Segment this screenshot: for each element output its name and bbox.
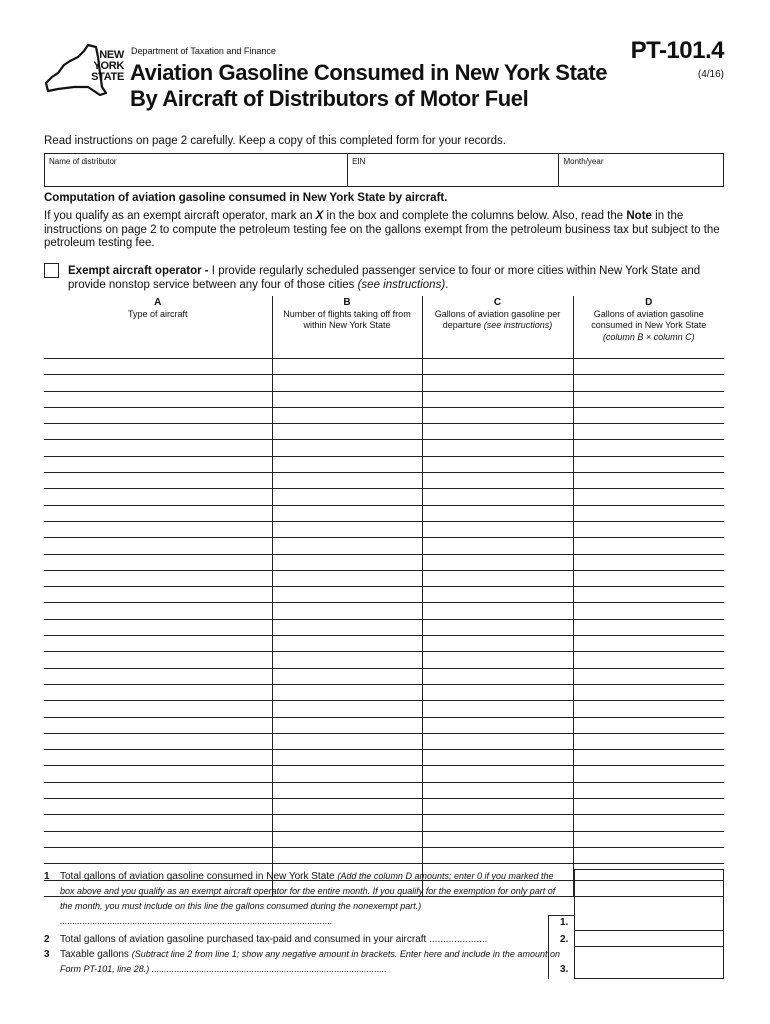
column-c-cell[interactable] bbox=[422, 717, 573, 733]
column-c-cell[interactable] bbox=[422, 619, 573, 635]
table-row bbox=[44, 375, 724, 391]
column-a-cell[interactable] bbox=[44, 570, 272, 586]
logo-wordmark: NEW YORK STATE bbox=[91, 49, 124, 83]
table-row bbox=[44, 587, 724, 603]
column-b-cell[interactable] bbox=[272, 554, 422, 570]
column-b-cell[interactable] bbox=[272, 359, 422, 375]
column-c-cell[interactable] bbox=[422, 473, 573, 489]
column-a-cell[interactable] bbox=[44, 587, 272, 603]
table-row bbox=[44, 782, 724, 798]
column-d-cell[interactable] bbox=[573, 375, 724, 391]
column-d-cell[interactable] bbox=[573, 684, 724, 700]
column-a-cell[interactable] bbox=[44, 636, 272, 652]
column-d-cell[interactable] bbox=[573, 766, 724, 782]
table-row bbox=[44, 424, 724, 440]
column-c-cell[interactable] bbox=[422, 424, 573, 440]
column-b-header: B Number of flights taking off from within New York State bbox=[272, 296, 422, 359]
column-b-cell[interactable] bbox=[272, 619, 422, 635]
column-a-cell[interactable] bbox=[44, 619, 272, 635]
totals-section: 1 Total gallons of aviation gasoline consumed in New York State (Add the column D amounts; enter 0 if you marked the box above and you qualify as an exempt aircraft operator for the entire month. If you qualify for the exemption for only part of the month, you must include on this line the gallons consumed during the nonexempt part.) ............................................................................................................. 1. 2 Total gallons of aviation gasoline purchased tax-paid and consumed in your aircraft ..................... 2. 3 Taxable gallons (Subtract line 2 from line 1; show any negative amount in brackets. Enter here and include in the amount on Form PT-101, line 28.) .............................................................................................. 3. bbox=[44, 869, 724, 979]
table-row bbox=[44, 391, 724, 407]
column-d-cell[interactable] bbox=[573, 733, 724, 749]
column-b-cell[interactable] bbox=[272, 473, 422, 489]
table-row bbox=[44, 847, 724, 863]
column-b-cell[interactable] bbox=[272, 733, 422, 749]
column-b-cell[interactable] bbox=[272, 717, 422, 733]
table-row bbox=[44, 473, 724, 489]
column-d-cell[interactable] bbox=[573, 701, 724, 717]
column-d-cell[interactable] bbox=[573, 619, 724, 635]
line-1-amount[interactable] bbox=[574, 869, 724, 931]
line-3-text: Taxable gallons (Subtract line 2 from line 1; show any negative amount in brackets. Enter here and include in the amount on Form PT-101, line 28.) .............................................................................................. bbox=[60, 949, 560, 974]
table-row bbox=[44, 717, 724, 733]
table-row bbox=[44, 359, 724, 375]
column-a-cell[interactable] bbox=[44, 505, 272, 521]
column-b-cell[interactable] bbox=[272, 636, 422, 652]
column-d-cell[interactable] bbox=[573, 391, 724, 407]
aircraft-table bbox=[44, 296, 724, 897]
column-d-cell[interactable] bbox=[573, 473, 724, 489]
table-row bbox=[44, 521, 724, 537]
column-c-cell[interactable] bbox=[422, 538, 573, 554]
column-a-header: A Type of aircraft bbox=[44, 296, 272, 359]
table-row bbox=[44, 407, 724, 423]
column-b-cell[interactable] bbox=[272, 603, 422, 619]
column-a-cell[interactable] bbox=[44, 831, 272, 847]
ein-field[interactable]: EIN bbox=[348, 154, 559, 186]
column-b-cell[interactable] bbox=[272, 831, 422, 847]
table-row bbox=[44, 799, 724, 815]
column-b-cell[interactable] bbox=[272, 847, 422, 863]
line-labels-box bbox=[548, 915, 574, 979]
table-row bbox=[44, 603, 724, 619]
column-d-cell[interactable] bbox=[573, 456, 724, 472]
column-b-cell[interactable] bbox=[272, 701, 422, 717]
column-a-cell[interactable] bbox=[44, 815, 272, 831]
column-c-header: C Gallons of aviation gasoline per departure (see instructions) bbox=[422, 296, 573, 359]
column-b-cell[interactable] bbox=[272, 799, 422, 815]
column-c-cell[interactable] bbox=[422, 668, 573, 684]
column-c-cell[interactable] bbox=[422, 521, 573, 537]
table-row bbox=[44, 668, 724, 684]
column-b-cell[interactable] bbox=[272, 570, 422, 586]
column-a-cell[interactable] bbox=[44, 391, 272, 407]
column-c-cell[interactable] bbox=[422, 782, 573, 798]
column-c-cell[interactable] bbox=[422, 815, 573, 831]
column-c-cell[interactable] bbox=[422, 750, 573, 766]
table-row bbox=[44, 538, 724, 554]
column-d-cell[interactable] bbox=[573, 815, 724, 831]
column-b-cell[interactable] bbox=[272, 684, 422, 700]
column-a-cell[interactable] bbox=[44, 440, 272, 456]
table-row bbox=[44, 750, 724, 766]
column-c-cell[interactable] bbox=[422, 684, 573, 700]
column-c-cell[interactable] bbox=[422, 831, 573, 847]
column-d-cell[interactable] bbox=[573, 424, 724, 440]
column-c-cell[interactable] bbox=[422, 375, 573, 391]
table-row bbox=[44, 652, 724, 668]
column-c-cell[interactable] bbox=[422, 603, 573, 619]
column-c-cell[interactable] bbox=[422, 554, 573, 570]
column-d-cell[interactable] bbox=[573, 359, 724, 375]
column-b-cell[interactable] bbox=[272, 424, 422, 440]
column-a-cell[interactable] bbox=[44, 782, 272, 798]
table-row bbox=[44, 815, 724, 831]
column-c-cell[interactable] bbox=[422, 847, 573, 863]
column-c-cell[interactable] bbox=[422, 799, 573, 815]
column-a-cell[interactable] bbox=[44, 375, 272, 391]
column-b-cell[interactable] bbox=[272, 782, 422, 798]
table-row bbox=[44, 766, 724, 782]
column-a-cell[interactable] bbox=[44, 407, 272, 423]
column-d-cell[interactable] bbox=[573, 799, 724, 815]
intro-paragraph: If you qualify as an exempt aircraft operator, mark an X in the box and complete the columns below. Also, read the Note in the instructions on page 2 to compute the petroleum testing fee on the gallons exempt from the petroleum business tax but subject to the petroleum testing fee. bbox=[44, 210, 720, 249]
table-row bbox=[44, 456, 724, 472]
table-row bbox=[44, 831, 724, 847]
column-c-cell[interactable] bbox=[422, 407, 573, 423]
line-2-amount[interactable] bbox=[574, 930, 724, 947]
column-d-cell[interactable] bbox=[573, 505, 724, 521]
column-d-cell[interactable] bbox=[573, 603, 724, 619]
form-number: PT-101.4 bbox=[630, 37, 724, 64]
column-b-cell[interactable] bbox=[272, 538, 422, 554]
column-a-cell[interactable] bbox=[44, 733, 272, 749]
column-d-cell[interactable] bbox=[573, 570, 724, 586]
column-b-cell[interactable] bbox=[272, 456, 422, 472]
column-a-cell[interactable] bbox=[44, 684, 272, 700]
column-b-cell[interactable] bbox=[272, 521, 422, 537]
table-row bbox=[44, 489, 724, 505]
column-a-cell[interactable] bbox=[44, 521, 272, 537]
column-d-cell[interactable] bbox=[573, 587, 724, 603]
column-a-cell[interactable] bbox=[44, 554, 272, 570]
line-3-amount[interactable] bbox=[574, 946, 724, 979]
column-a-cell[interactable] bbox=[44, 701, 272, 717]
distributor-name-field[interactable]: Name of distributor bbox=[45, 154, 348, 186]
column-b-cell[interactable] bbox=[272, 750, 422, 766]
exempt-operator-statement: Exempt aircraft operator - I provide regularly scheduled passenger service to four or more cities within New York State and provide nonstop service between any four of those cities (see instructions). bbox=[68, 265, 701, 291]
column-b-cell[interactable] bbox=[272, 407, 422, 423]
column-a-cell[interactable] bbox=[44, 424, 272, 440]
column-c-cell[interactable] bbox=[422, 505, 573, 521]
column-b-cell[interactable] bbox=[272, 489, 422, 505]
table-row bbox=[44, 619, 724, 635]
column-c-cell[interactable] bbox=[422, 489, 573, 505]
column-a-cell[interactable] bbox=[44, 717, 272, 733]
column-c-cell[interactable] bbox=[422, 587, 573, 603]
column-d-cell[interactable] bbox=[573, 489, 724, 505]
column-d-cell[interactable] bbox=[573, 750, 724, 766]
column-a-cell[interactable] bbox=[44, 456, 272, 472]
column-c-cell[interactable] bbox=[422, 570, 573, 586]
identification-box bbox=[44, 153, 724, 187]
line-1-text: Total gallons of aviation gasoline consumed in New York State (Add the column D amounts; enter 0 if you marked the box above and you qualify as an exempt aircraft operator for the entire month. If you qualify for the exemption for only part of the month, you must include on this line the gallons consumed during the nonexempt part.) ............................................................................................................. bbox=[60, 871, 556, 926]
column-a-cell[interactable] bbox=[44, 538, 272, 554]
column-c-cell[interactable] bbox=[422, 391, 573, 407]
column-a-cell[interactable] bbox=[44, 359, 272, 375]
column-a-cell[interactable] bbox=[44, 603, 272, 619]
column-a-cell[interactable] bbox=[44, 489, 272, 505]
table-row bbox=[44, 636, 724, 652]
table-row bbox=[44, 505, 724, 521]
column-a-cell[interactable] bbox=[44, 473, 272, 489]
column-d-cell[interactable] bbox=[573, 782, 724, 798]
form-revision: (4/16) bbox=[697, 69, 724, 80]
column-b-cell[interactable] bbox=[272, 766, 422, 782]
column-c-cell[interactable] bbox=[422, 359, 573, 375]
table-row bbox=[44, 684, 724, 700]
column-c-cell[interactable] bbox=[422, 701, 573, 717]
form-title: Aviation Gasoline Consumed in New York State By Aircraft of Distributors of Motor Fuel bbox=[130, 60, 608, 111]
read-instructions: Read instructions on page 2 carefully. Keep a copy of this completed form for your records. bbox=[44, 135, 506, 147]
column-d-cell[interactable] bbox=[573, 440, 724, 456]
column-b-cell[interactable] bbox=[272, 652, 422, 668]
column-c-cell[interactable] bbox=[422, 636, 573, 652]
exempt-operator-checkbox[interactable] bbox=[44, 263, 59, 278]
column-b-cell[interactable] bbox=[272, 505, 422, 521]
column-c-cell[interactable] bbox=[422, 733, 573, 749]
month-year-field[interactable]: Month/year bbox=[563, 157, 604, 166]
column-d-cell[interactable] bbox=[573, 538, 724, 554]
table-row bbox=[44, 733, 724, 749]
column-c-cell[interactable] bbox=[422, 440, 573, 456]
column-a-cell[interactable] bbox=[44, 652, 272, 668]
column-c-cell[interactable] bbox=[422, 766, 573, 782]
column-c-cell[interactable] bbox=[422, 456, 573, 472]
computation-heading: Computation of aviation gasoline consumed in New York State by aircraft. bbox=[44, 192, 448, 204]
column-a-cell[interactable] bbox=[44, 766, 272, 782]
column-d-cell[interactable] bbox=[573, 554, 724, 570]
column-a-cell[interactable] bbox=[44, 799, 272, 815]
column-b-cell[interactable] bbox=[272, 440, 422, 456]
column-a-cell[interactable] bbox=[44, 750, 272, 766]
table-row bbox=[44, 570, 724, 586]
column-d-cell[interactable] bbox=[573, 636, 724, 652]
column-d-cell[interactable] bbox=[573, 847, 724, 863]
column-d-cell[interactable] bbox=[573, 717, 724, 733]
column-b-cell[interactable] bbox=[272, 815, 422, 831]
line-2-text: Total gallons of aviation gasoline purchased tax-paid and consumed in your aircraft ..................... bbox=[60, 934, 488, 945]
table-row bbox=[44, 554, 724, 570]
column-d-cell[interactable] bbox=[573, 831, 724, 847]
column-b-cell[interactable] bbox=[272, 587, 422, 603]
table-row bbox=[44, 701, 724, 717]
column-d-header: D Gallons of aviation gasoline consumed in New York State (column B × column C) bbox=[573, 296, 724, 359]
department-name: Department of Taxation and Finance bbox=[131, 46, 276, 56]
column-d-cell[interactable] bbox=[573, 668, 724, 684]
column-d-cell[interactable] bbox=[573, 521, 724, 537]
column-c-cell[interactable] bbox=[422, 652, 573, 668]
table-row bbox=[44, 440, 724, 456]
column-a-cell[interactable] bbox=[44, 668, 272, 684]
column-d-cell[interactable] bbox=[573, 407, 724, 423]
column-d-cell[interactable] bbox=[573, 652, 724, 668]
column-b-cell[interactable] bbox=[272, 668, 422, 684]
column-a-cell[interactable] bbox=[44, 847, 272, 863]
column-b-cell[interactable] bbox=[272, 375, 422, 391]
column-b-cell[interactable] bbox=[272, 391, 422, 407]
